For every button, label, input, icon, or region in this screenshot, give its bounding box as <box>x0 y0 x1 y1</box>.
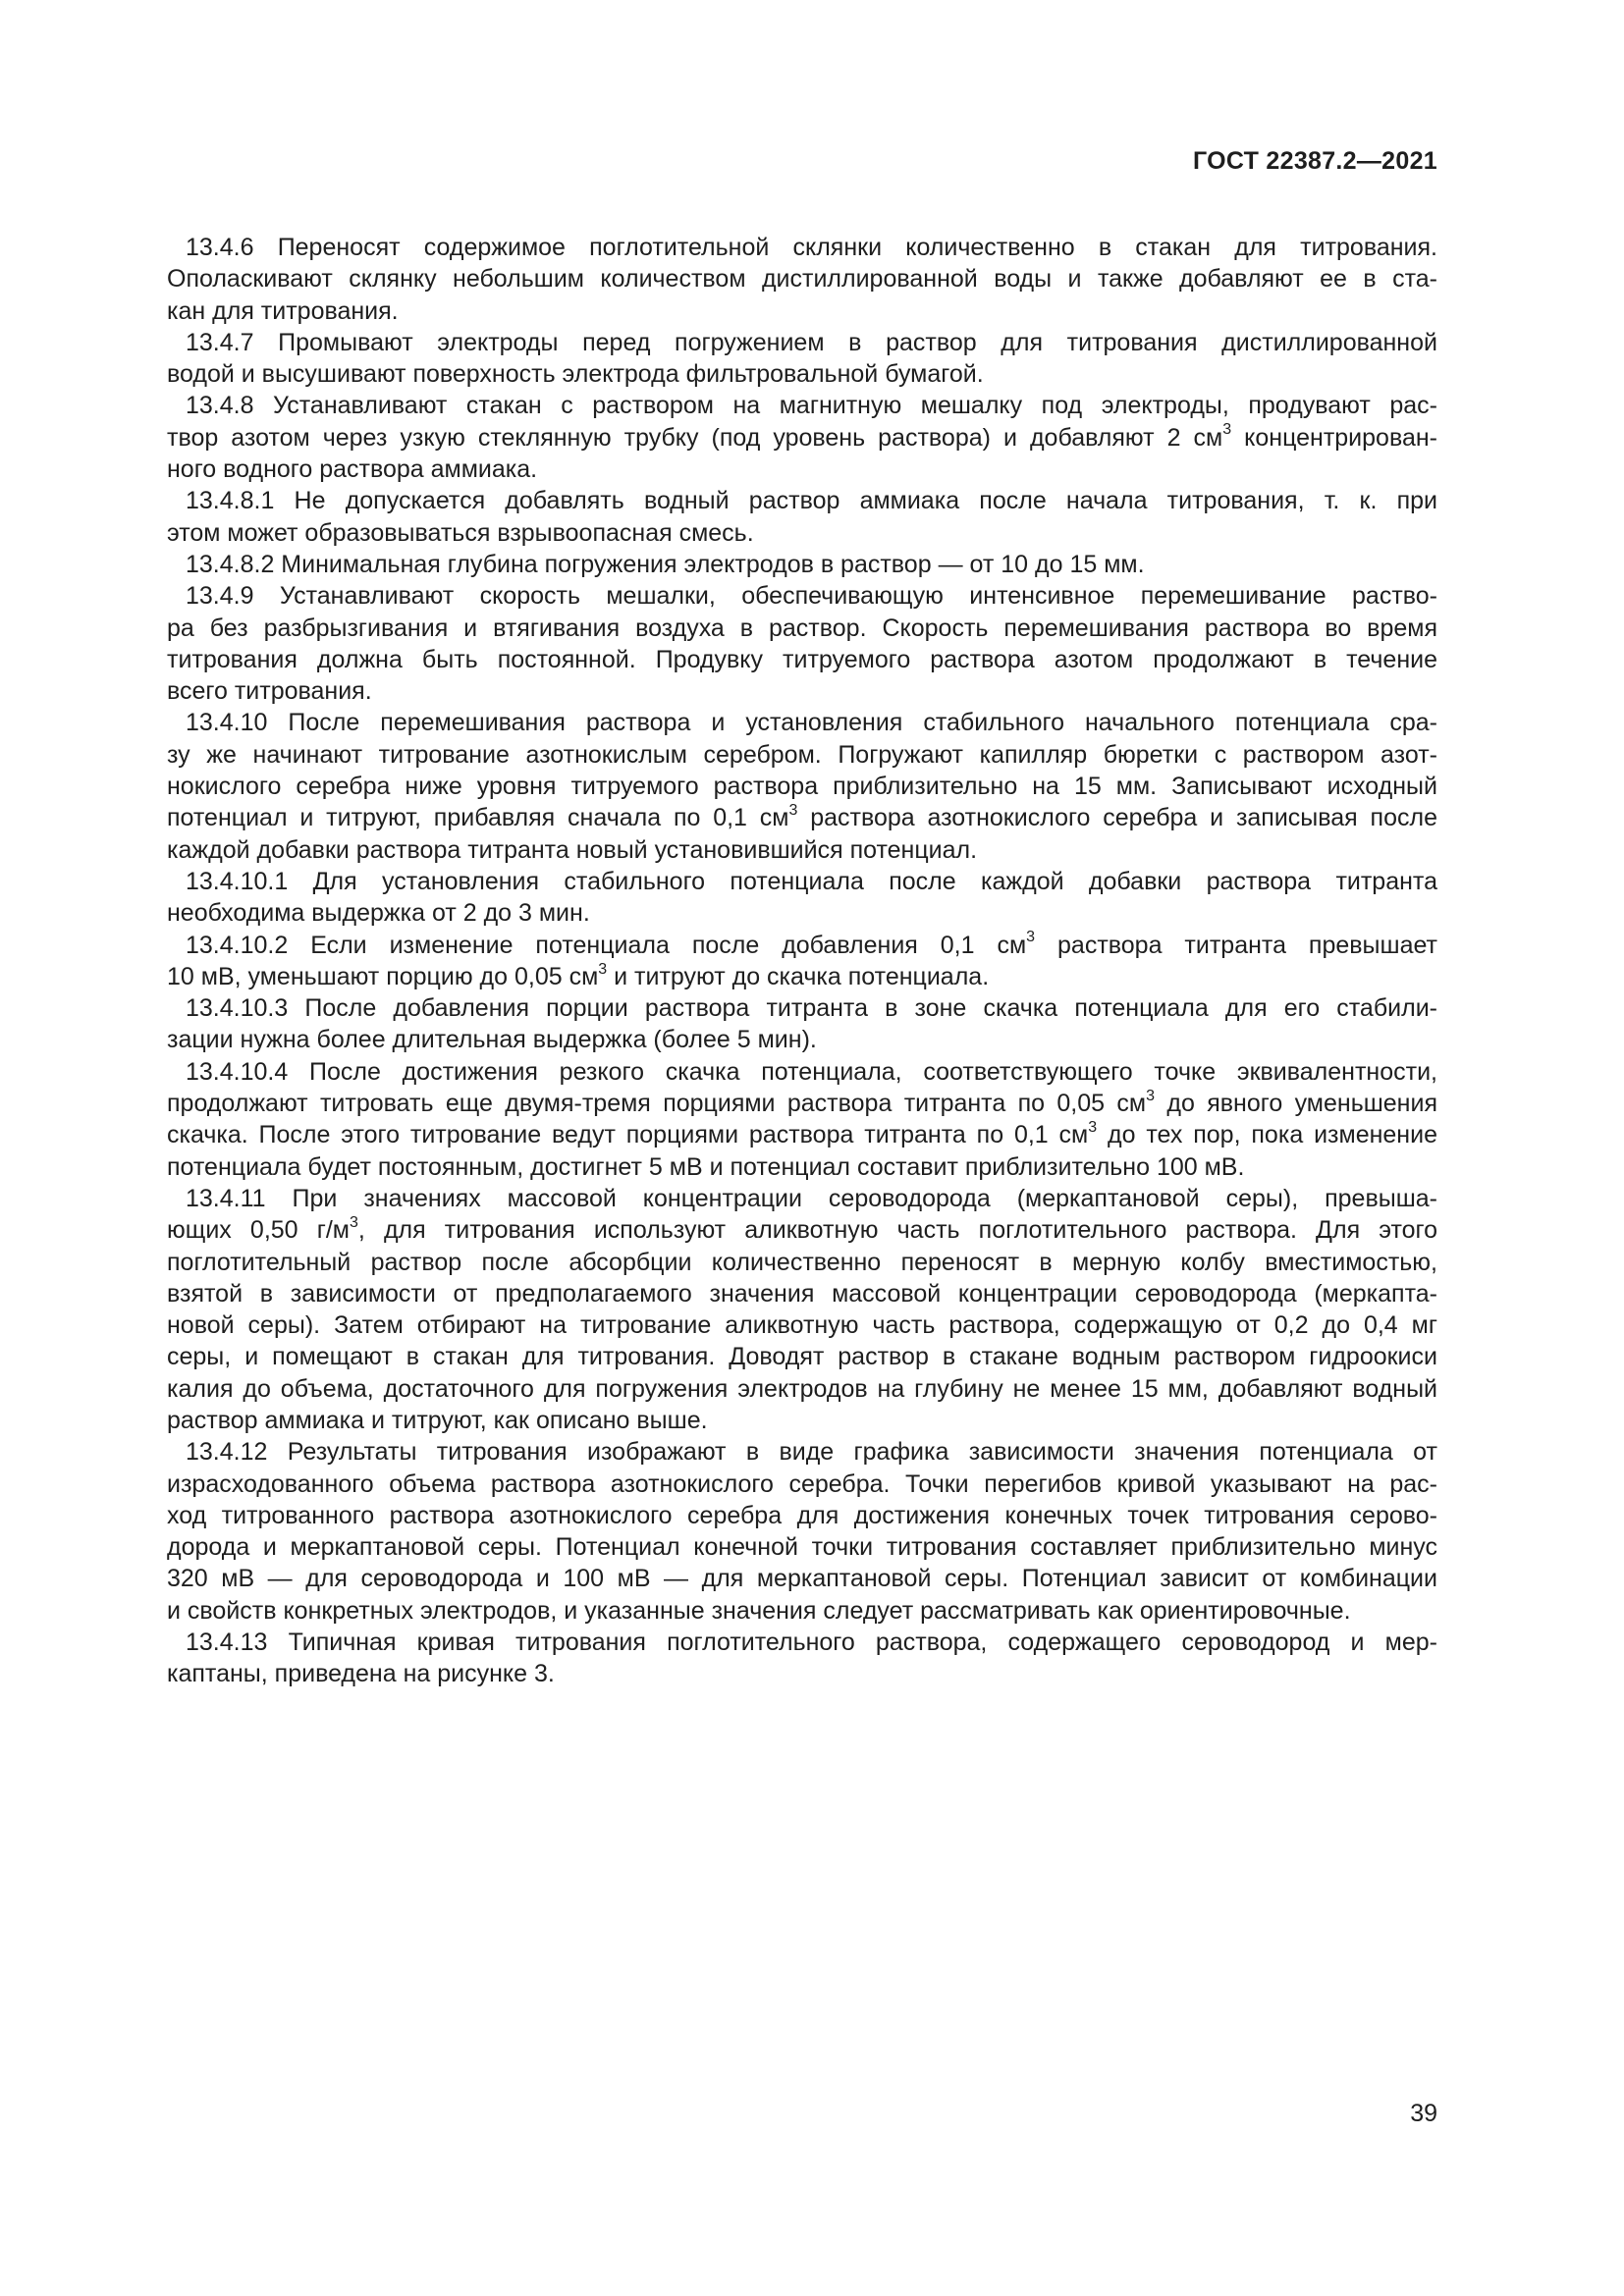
text-segment: ход титрованного раствора азотнокислого серебра для достижения конечных точек титрования серово- <box>167 1501 1437 1529</box>
text-line <box>167 1088 1437 1119</box>
text-line <box>167 1309 1437 1341</box>
text-line <box>167 1373 1437 1405</box>
text-segment: этом может образовываться взрывоопасная смесь. <box>167 518 754 547</box>
text-line <box>167 1214 1437 1246</box>
text-segment: израсходованного объема раствора азотнокислого серебра. Точки перегибов кривой указывают на рас- <box>167 1469 1437 1498</box>
text-line <box>167 1405 1437 1436</box>
text-line <box>167 739 1437 771</box>
text-line <box>167 232 1437 263</box>
paragraph <box>167 549 1437 580</box>
text-line <box>167 390 1437 421</box>
text-line <box>167 834 1437 866</box>
text-segment: до тех пор, пока изменение <box>1097 1121 1437 1149</box>
text-line <box>167 549 1437 580</box>
text-line <box>167 1056 1437 1088</box>
text-line <box>167 613 1437 644</box>
text-segment: твор азотом через узкую стеклянную трубку (под уровень раствора) и добавляют 2 см <box>167 423 1223 452</box>
paragraph <box>167 1627 1437 1690</box>
text-segment: нокислого серебра ниже уровня титруемого раствора приблизительно на 15 мм. Записывают исходный <box>167 773 1437 801</box>
text-line <box>167 1500 1437 1531</box>
text-segment: 13.4.8 Устанавливают стакан с раствором на магнитную мешалку под электроды, продувают рас- <box>186 392 1437 420</box>
text-line <box>167 675 1437 707</box>
text-segment: 13.4.7 Промывают электроды перед погружением в раствор для титрования дистиллированной <box>186 328 1437 356</box>
text-segment: потенциал и титруют, прибавляя сначала по 0,1 см <box>167 804 789 832</box>
text-line <box>167 802 1437 833</box>
text-line <box>167 1468 1437 1500</box>
text-segment: ра без разбрызгивания и втягивания воздуха в раствор. Скорость перемешивания раствора во время <box>167 614 1437 642</box>
text-segment: 13.4.10.2 Если изменение потенциала после добавления 0,1 см <box>186 931 1027 959</box>
text-segment: титрования должна быть постоянной. Продувку титруемого раствора азотом продолжают в течение <box>167 645 1437 673</box>
paragraph <box>167 580 1437 707</box>
text-line <box>167 263 1437 294</box>
paragraph <box>167 1056 1437 1183</box>
text-segment: калия до объема, достаточного для погружения электродов на глубину не менее 15 мм, добавляют водный <box>167 1374 1437 1403</box>
superscript: 3 <box>1146 1087 1156 1104</box>
text-line <box>167 295 1437 327</box>
text-line <box>167 961 1437 992</box>
superscript: 3 <box>1026 929 1036 946</box>
paragraph <box>167 1436 1437 1627</box>
text-segment: раствора азотнокислого серебра и записывая после <box>797 804 1437 832</box>
text-line <box>167 1436 1437 1468</box>
text-line <box>167 1531 1437 1563</box>
text-line <box>167 866 1437 897</box>
text-segment: ющих 0,50 г/м <box>167 1216 350 1245</box>
text-segment: 13.4.8.2 Минимальная глубина погружения электродов в раствор — от 10 до 15 мм. <box>186 550 1145 578</box>
document-body <box>167 232 1437 1690</box>
text-segment: концентрирован- <box>1231 423 1437 452</box>
text-line <box>167 1595 1437 1627</box>
paragraph <box>167 992 1437 1056</box>
text-segment: 320 мВ — для сероводорода и 100 мВ — для меркаптановой серы. Потенциал зависит от комбинации <box>167 1565 1437 1593</box>
text-line <box>167 327 1437 358</box>
text-line <box>167 454 1437 485</box>
text-line <box>167 485 1437 516</box>
paragraph <box>167 1183 1437 1436</box>
text-line <box>167 1119 1437 1150</box>
text-line <box>167 1024 1437 1055</box>
text-line <box>167 422 1437 454</box>
superscript: 3 <box>1222 421 1232 439</box>
text-segment: 13.4.13 Типичная кривая титрования поглотительного раствора, содержащего сероводород и мер- <box>186 1629 1437 1657</box>
text-segment: кан для титрования. <box>167 296 399 325</box>
text-segment: 13.4.6 Переносят содержимое поглотительной склянки количественно в стакан для титрования. <box>186 234 1437 261</box>
text-segment: зу же начинают титрование азотнокислым серебром. Погружают капилляр бюретки с раствором азот- <box>167 740 1437 769</box>
text-segment: всего титрования. <box>167 677 372 706</box>
text-line <box>167 1183 1437 1214</box>
text-segment: серы, и помещают в стакан для титрования. Доводят раствор в стакане водным раствором гидроокиси <box>167 1343 1437 1371</box>
text-segment: продолжают титровать еще двумя-тремя порциями раствора титранта по 0,05 см <box>167 1090 1147 1118</box>
text-segment: 13.4.10 После перемешивания раствора и установления стабильного начального потенциала сра- <box>186 709 1437 737</box>
paragraph <box>167 485 1437 549</box>
text-segment: 13.4.10.4 После достижения резкого скачка потенциала, соответствующего точке эквивалентности, <box>186 1057 1437 1086</box>
text-line <box>167 1563 1437 1594</box>
paragraph <box>167 232 1437 327</box>
superscript: 3 <box>598 960 608 978</box>
text-segment: каптаны, приведена на рисунке 3. <box>167 1660 555 1688</box>
text-line <box>167 358 1437 390</box>
text-segment: Ополаскивают склянку небольшим количеством дистиллированной воды и также добавляют ее в ста- <box>167 265 1437 294</box>
text-segment: раствора титранта превышает <box>1035 931 1437 959</box>
text-line <box>167 897 1437 929</box>
text-segment: и титруют до скачка потенциала. <box>607 962 990 990</box>
text-segment: взятой в зависимости от предполагаемого значения массовой концентрации сероводорода (меркапта- <box>167 1279 1437 1308</box>
paragraph <box>167 390 1437 485</box>
text-segment: поглотительный раствор после абсорбции количественно переносят в мерную колбу вместимостью, <box>167 1248 1437 1276</box>
paragraph <box>167 866 1437 930</box>
text-segment: скачка. После этого титрование ведут порциями раствора титранта по 0,1 см <box>167 1121 1089 1149</box>
superscript: 3 <box>788 802 798 820</box>
text-line <box>167 517 1437 549</box>
text-segment: необходима выдержка от 2 до 3 мин. <box>167 899 590 928</box>
text-segment: зации нужна более длительная выдержка (более 5 мин). <box>167 1026 817 1054</box>
text-line <box>167 644 1437 675</box>
page-number: 39 <box>1410 2100 1437 2127</box>
text-line <box>167 992 1437 1024</box>
text-segment: водой и высушивают поверхность электрода фильтровальной бумагой. <box>167 360 984 389</box>
text-segment: ного водного раствора аммиака. <box>167 455 538 484</box>
text-segment: , для титрования используют аликвотную часть поглотительного раствора. Для этого <box>357 1216 1437 1245</box>
text-line <box>167 1151 1437 1183</box>
superscript: 3 <box>349 1213 358 1231</box>
text-segment: раствор аммиака и титруют, как описано выше. <box>167 1406 708 1434</box>
text-segment: новой серы). Затем отбирают на титрование аликвотную часть раствора, содержащую от 0,2 до 0,4 мг <box>167 1311 1437 1340</box>
text-segment: 10 мВ, уменьшают порцию до 0,05 см <box>167 962 599 990</box>
text-segment: дорода и меркаптановой серы. Потенциал конечной точки титрования составляет приблизительно минус <box>167 1533 1437 1562</box>
text-segment: 13.4.12 Результаты титрования изображают в виде графика зависимости значения потенциала от <box>186 1438 1437 1467</box>
text-segment: 13.4.10.3 После добавления порции раствора титранта в зоне скачка потенциала для его стабили- <box>186 994 1437 1023</box>
text-segment: и свойств конкретных электродов, и указанные значения следует рассматривать как ориентировочные. <box>167 1596 1351 1625</box>
text-segment: 13.4.8.1 Не допускается добавлять водный раствор аммиака после начала титрования, т. к. при <box>186 487 1437 515</box>
text-segment: каждой добавки раствора титранта новый установившийся потенциал. <box>167 835 978 864</box>
text-segment: 13.4.10.1 Для установления стабильного потенциала после каждой добавки раствора титранта <box>186 867 1437 895</box>
text-segment: до явного уменьшения <box>1155 1090 1437 1118</box>
text-line <box>167 1278 1437 1309</box>
superscript: 3 <box>1088 1118 1098 1136</box>
text-segment: 13.4.11 При значениях массовой концентрации сероводорода (меркаптановой серы), превыша- <box>186 1184 1437 1212</box>
text-segment: потенциала будет постоянным, достигнет 5 мВ и потенциал составит приблизительно 100 мВ. <box>167 1152 1245 1181</box>
paragraph <box>167 327 1437 391</box>
text-line <box>167 930 1437 961</box>
paragraph <box>167 930 1437 993</box>
paragraph <box>167 707 1437 865</box>
text-line <box>167 1627 1437 1658</box>
text-line <box>167 707 1437 738</box>
text-line <box>167 771 1437 802</box>
text-line <box>167 580 1437 612</box>
document-code: ГОСТ 22387.2—2021 <box>1192 147 1437 175</box>
text-line <box>167 1247 1437 1278</box>
text-line <box>167 1658 1437 1689</box>
text-segment: 13.4.9 Устанавливают скорость мешалки, обеспечивающую интенсивное перемешивание раство- <box>186 582 1437 611</box>
text-line <box>167 1341 1437 1372</box>
